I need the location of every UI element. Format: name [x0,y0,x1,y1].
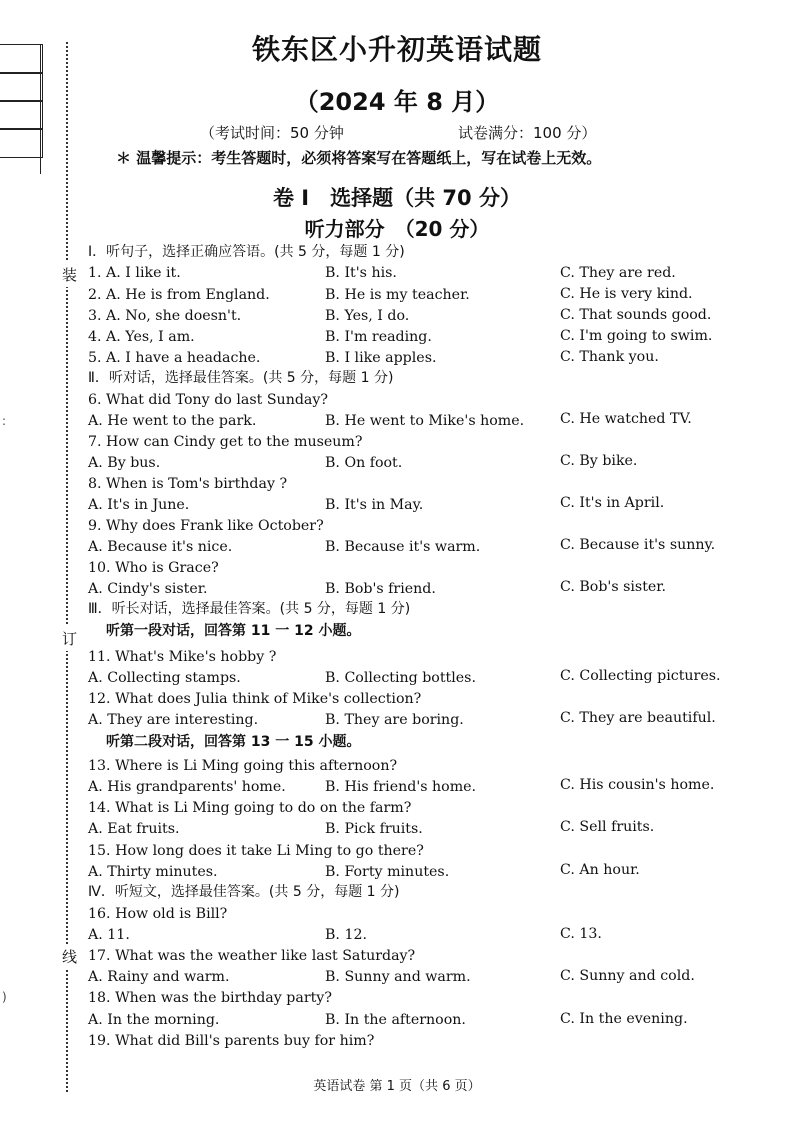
dialogue-instruction: 听第二段对话，回答第 13 一 15 小题。 [106,734,361,750]
option-c: C. Because it's sunny. [560,537,716,553]
part-title: 听力部分 （20 分） [304,217,490,241]
question-stem: 16. How old is Bill? [88,906,228,922]
question-stem: 7. How can Cindy get to the museum? [88,434,363,450]
option-c: C. I'm going to swim. [560,328,713,344]
section-heading: I．听句子，选择正确应答语。(共 5 分，每题 1 分) [88,244,405,260]
option-b: B. In the afternoon. [325,1012,466,1028]
option-c: C. Sunny and cold. [560,968,695,984]
option-a: A. Cindy's sister. [88,581,208,597]
option-b: B. It's in May. [325,497,424,513]
option-c: C. He is very kind. [560,286,693,302]
option-a: A. Collecting stamps. [88,670,241,686]
option-b: B. I'm reading. [325,329,432,345]
margin-colon-mark: : [2,414,7,428]
question-stem: 18. When was the birthday party? [88,990,332,1006]
option-b: B. They are boring. [325,712,464,728]
option-b: B. Pick fruits. [325,821,423,837]
option-b: B. I like apples. [325,350,437,366]
exam-time: （考试时间：50 分钟 [200,124,344,142]
option-c: C. 13. [560,926,602,942]
option-a: 4. A. Yes, I am. [88,329,195,345]
volume-title: 卷 I 选择题（共 70 分） [273,186,521,210]
question-stem: 13. Where is Li Ming going this afternoon? [88,758,398,774]
option-a: A. It's in June. [88,497,190,513]
exam-score: 试卷满分：100 分） [458,124,597,142]
option-c: C. That sounds good. [560,307,712,323]
option-a: A. 11. [88,927,130,943]
option-c: C. Thank you. [560,349,659,365]
question-stem: 12. What does Julia think of Mike's collection? [88,691,422,707]
question-stem: 11. What's Mike's hobby ? [88,649,277,665]
option-a: A. Because it's nice. [88,539,233,555]
option-a: 1. A. I like it. [88,265,181,281]
option-a: A. They are interesting. [88,712,259,728]
binding-box [0,128,43,158]
option-c: C. His cousin's home. [560,777,715,793]
option-c: C. He watched TV. [560,411,692,427]
option-a: 3. A. No, she doesn't. [88,308,242,324]
option-b: B. He is my teacher. [325,287,470,303]
page-footer: 英语试卷 第 1 页（共 6 页） [313,1079,481,1094]
option-a: A. By bus. [88,455,161,471]
question-stem: 10. Who is Grace? [88,560,219,576]
option-a: A. He went to the park. [88,413,257,429]
option-c: C. Bob's sister. [560,579,667,595]
option-a: 5. A. I have a headache. [88,350,261,366]
question-stem: 17. What was the weather like last Saturday? [88,948,416,964]
option-c: C. By bike. [560,453,638,469]
section-heading: Ⅳ．听短文，选择最佳答案。(共 5 分，每题 1 分) [88,884,400,900]
exam-date: （2024 年 8 月） [294,88,500,116]
option-b: B. His friend's home. [325,779,477,795]
option-b: B. Collecting bottles. [325,670,476,686]
question-stem: 15. How long does it take Li Ming to go there? [88,843,424,859]
option-a: A. Eat fruits. [88,821,180,837]
option-c: C. Collecting pictures. [560,668,721,684]
option-c: C. They are beautiful. [560,710,716,726]
option-c: C. It's in April. [560,495,665,511]
option-c: C. They are red. [560,265,676,281]
margin-paren-mark: ) [2,990,7,1004]
question-stem: 6. What did Tony do last Sunday? [88,392,328,408]
exam-title: 铁东区小升初英语试题 [251,33,542,66]
option-b: B. Because it's warm. [325,539,481,555]
option-b: B. Forty minutes. [325,864,450,880]
question-stem: 19. What did Bill's parents buy for him? [88,1033,375,1049]
option-a: A. In the morning. [88,1012,220,1028]
binding-char: 线 [62,944,77,969]
question-stem: 14. What is Li Ming going to do on the farm? [88,800,412,816]
binding-char: 订 [62,626,77,651]
option-a: A. His grandparents' home. [88,779,286,795]
option-c: C. Sell fruits. [560,819,655,835]
exam-notice: ＊ 温馨提示：考生答题时，必须将答案写在答题纸上，写在试卷上无效。 [116,149,602,167]
option-b: B. Sunny and warm. [325,969,471,985]
option-b: B. He went to Mike's home. [325,413,525,429]
binding-char: 装 [62,262,77,287]
dialogue-instruction: 听第一段对话，回答第 11 一 12 小题。 [106,623,361,639]
question-stem: 9. Why does Frank like October? [88,518,324,534]
option-b: B. On foot. [325,455,403,471]
option-c: C. In the evening. [560,1011,688,1027]
option-b: B. 12. [325,927,368,943]
option-a: A. Rainy and warm. [88,969,230,985]
section-heading: Ⅱ．听对话，选择最佳答案。(共 5 分，每题 1 分) [88,370,394,386]
option-c: C. An hour. [560,862,640,878]
option-a: A. Thirty minutes. [88,864,218,880]
section-heading: Ⅲ．听长对话，选择最佳答案。(共 5 分，每题 1 分) [88,601,411,617]
question-stem: 8. When is Tom's birthday ? [88,476,288,492]
option-a: 2. A. He is from England. [88,287,270,303]
option-b: B. It's his. [325,265,397,281]
option-b: B. Bob's friend. [325,581,436,597]
option-b: B. Yes, I do. [325,308,410,324]
